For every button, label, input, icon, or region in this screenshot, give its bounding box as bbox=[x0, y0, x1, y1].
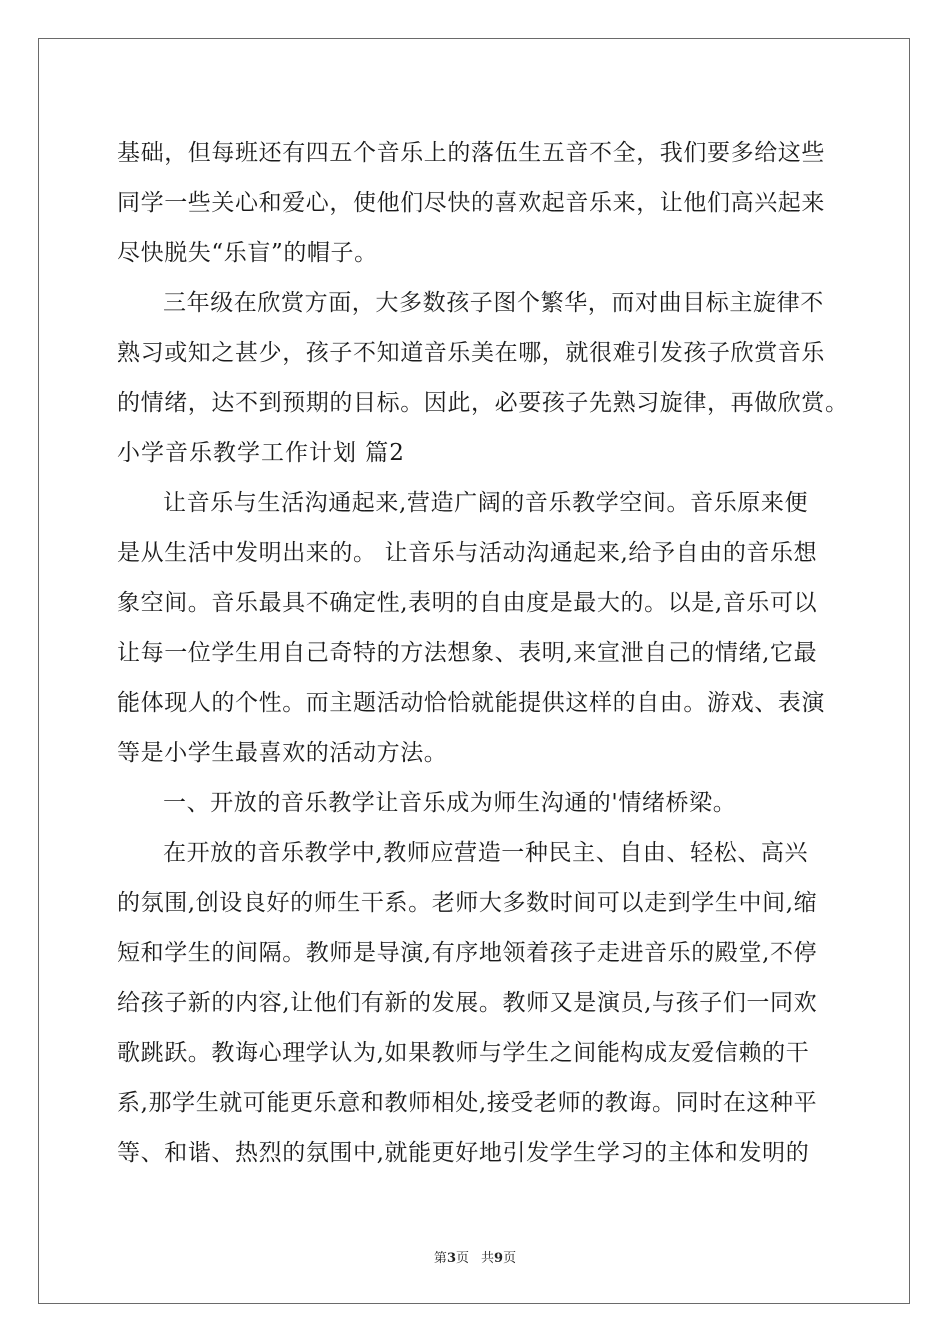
document-body bbox=[117, 128, 849, 1178]
page-suffix: 页 bbox=[455, 1251, 469, 1266]
text-line: 让每一位学生用自己奇特的方法想象、表明,来宣泄自己的情绪,它最 bbox=[117, 640, 818, 666]
text-line: 系,那学生就可能更乐意和教师相处,接受老师的教诲。同时在这种平 bbox=[117, 1090, 818, 1116]
text-line: 熟习或知之甚少，孩子不知道音乐美在哪，就很难引发孩子欣赏音乐 bbox=[117, 340, 825, 366]
text-line: 基础，但每班还有四五个音乐上的落伍生五音不全，我们要多给这些 bbox=[117, 140, 825, 166]
current-page-number: 3 bbox=[446, 1251, 456, 1266]
text-line: 象空间。音乐最具不确定性,表明的自由度是最大的。以是,音乐可以 bbox=[117, 590, 818, 616]
text-line: 让音乐与生活沟通起来,营造广阔的音乐教学空间。音乐原来便 bbox=[163, 490, 809, 516]
text-line: 同学一些关心和爱心，使他们尽快的喜欢起音乐来，让他们高兴起来 bbox=[117, 190, 825, 216]
text-line: 歌跳跃。教诲心理学认为,如果教师与学生之间能构成友爱信赖的干 bbox=[117, 1040, 810, 1066]
page-footer bbox=[0, 1247, 950, 1266]
text-line: 在开放的音乐教学中,教师应营造一种民主、自由、轻松、高兴 bbox=[163, 840, 809, 866]
text-line: 等、和谐、热烈的氛围中,就能更好地引发学生学习的主体和发明的 bbox=[117, 1140, 810, 1166]
text-line: 是从生活中发明出来的。 让音乐与活动沟通起来,给予自由的音乐想 bbox=[117, 540, 818, 566]
text-line: 一、开放的音乐教学让音乐成为师生沟通的'情绪桥梁。 bbox=[163, 790, 737, 816]
text-line: 的氛围,创设良好的师生干系。老师大多数时间可以走到学生中间,缩 bbox=[117, 890, 818, 916]
page-prefix: 第 bbox=[433, 1251, 447, 1266]
total-prefix: 共 bbox=[481, 1251, 495, 1266]
text-line: 给孩子新的内容,让他们有新的发展。教师又是演员,与孩子们一同欢 bbox=[117, 990, 818, 1016]
section-heading: 小学音乐教学工作计划 篇2 bbox=[117, 440, 405, 466]
text-line: 三年级在欣赏方面，大多数孩子图个繁华，而对曲目标主旋律不 bbox=[163, 290, 824, 316]
total-suffix: 页 bbox=[503, 1251, 517, 1266]
total-page-count: 9 bbox=[494, 1251, 504, 1266]
text-line: 能体现人的个性。而主题活动恰恰就能提供这样的自由。游戏、表演 bbox=[117, 690, 825, 716]
text-line: 等是小学生最喜欢的活动方法。 bbox=[117, 740, 448, 766]
text-line: 尽快脱失“乐盲”的帽子。 bbox=[117, 240, 378, 266]
text-line: 短和学生的间隔。教师是导演,有序地领着孩子走进音乐的殿堂,不停 bbox=[117, 940, 818, 966]
text-line: 的情绪，达不到预期的目标。因此，必要孩子先熟习旋律，再做欣赏。 bbox=[117, 390, 849, 416]
